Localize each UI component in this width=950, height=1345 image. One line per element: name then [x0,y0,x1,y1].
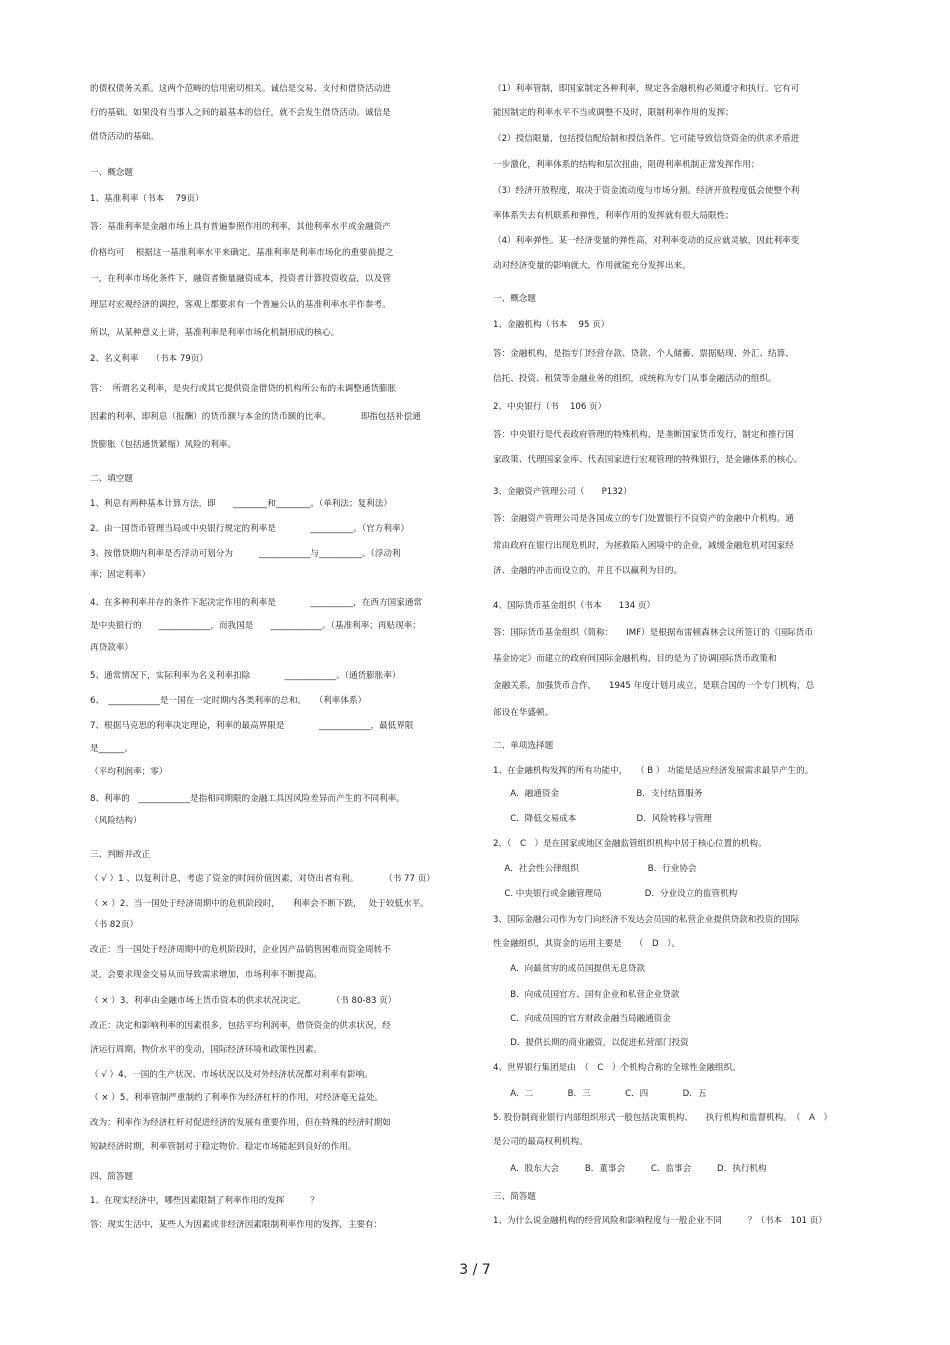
left-column-line: （ √ ）4、一国的生产状况、市场状况以及对外经济状况都对利率有影响。 [90,1070,373,1080]
right-column-line: 是公司的最高权利机构。 [493,1137,588,1147]
right-column-line: A．社会性公律组织 B．行业协会 [493,864,697,874]
left-column-line: 一，在利率市场化条件下，融资者衡量融资成本，投资者计算投资收益，以及管 [90,274,391,284]
right-column-line: 2、中央银行（书 106 页） [493,402,607,412]
right-column-line: 济、金融的冲击而设立的，并且不以赢利为目的。 [493,566,683,576]
right-column-line: 1、金融机构（书本 95 页） [493,320,610,330]
left-column-line: 所以，从某种意义上讲，基准利率是利率市场化机制形成的核心。 [90,328,340,338]
left-column-line: 是______。 [90,744,133,754]
left-column-line: 二、填空题 [90,474,133,484]
right-column-line: 能因制定的利率水平不当或调整不及时，限制利率作用的发挥； [493,108,734,118]
left-column-line: 是中央银行的 ____________，而我国是 ____________。（基准利率；再贴现率； [90,621,421,631]
left-column-line: 三、判断并改正 [90,850,151,860]
right-column-line: 答：金融机构，是指专门经营存款、贷款、个人储蓄、票据贴现、外汇、结算、 [493,349,794,359]
left-column-line: 再贷款率） [90,643,133,653]
right-column-line: 部设在华盛顿。 [493,708,554,718]
right-column-line: 3、金融资产管理公司（ P132） [493,487,632,497]
right-column-line: （4）利率弹性。某一经济变量的弹性高，对利率变动的反应就灵敏，因此利率变 [493,236,800,246]
left-column-line: 5、通常情况下，实际利率为名义利率扣除 ____________。（通货膨胀率） [90,671,401,681]
left-column-line: （平均利润率；零） [90,767,168,777]
left-column-line: （ √ ）1 、以复利计息，考虑了资金的时间价值因素，对贷出者有利。 （书 77 页） [90,874,435,884]
right-column-line: 动对经济变量的影响就大，作用就能充分发挥出来。 [493,261,691,271]
left-column-line: 济运行周期，物价水平的变动，国际经济环境和政策性因素。 [90,1045,323,1055]
left-column-line: 答： 所谓名义利率，是央行或其它提供资金借贷的机构所公布的未调整通货膨胀 [90,384,397,394]
right-column-line: 二、单项选择题 [493,741,554,751]
right-column-line: （2）授信限量，包括授信配给制和授信条件。它可能导致信贷资金的供求矛盾进 [493,134,800,144]
right-column-line: 常由政府在银行出现危机时，为拯救陷入困境中的企业，减缓金融危机对国家经 [493,541,794,551]
left-column-line: 改正：决定和影响利率的因素很多，包括平均利润率，借贷资金的供求状况，经 [90,1021,391,1031]
right-column-line: 答：金融资产管理公司是各国成立的专门处置银行不良资产的金融中介机构。通 [493,514,794,524]
right-column-line: A．融通资金 B．支付结算服务 [493,789,703,799]
right-column-line: 基金协定》而建立的政府间国际金融机构，目的是为了协调国际货币政策和 [493,654,777,664]
left-column-line: 四、简答题 [90,1172,133,1182]
left-column-line: 的债权债务关系。这两个范畴的信用密切相关。诚信是交易、支付和借贷活动进 [90,84,391,94]
right-column-line: 三、简答题 [493,1192,536,1202]
left-column-line: 货膨胀（包括通货紧缩）风险的利率。 [90,440,237,450]
left-column-line: 短缺经济时期，利率管制对于稳定物价、稳定市场能起到良好的作用。 [90,1142,357,1152]
right-column-line: 信托、投资、租赁等金融业务的组织，或统称为专门从事金融活动的组织。 [493,374,777,384]
left-column-line: 2、由一国货币管理当局或中央银行规定的利率是 __________。（官方利率） [90,524,410,534]
right-column-line: 4、世界银行集团是由 （ C ）个机构合称的全球性金融组织。 [493,1063,741,1073]
left-column-line: 3、按借贷期内利率是否浮动可划分为 ____________与__________。（浮动利 [90,549,401,559]
left-column-line: 率；固定利率） [90,570,151,580]
left-column-line: 借贷活动的基础。 [90,132,159,142]
left-column-line: 一、概念题 [90,168,133,178]
right-column-line: 家政策、代理国家金库、代表国家进行宏观管理的特殊银行，是金融体系的核心。 [493,455,803,465]
right-column-line: 4、国际货币基金组织（书本 134 页） [493,601,656,611]
left-column-line: 改正：当一国处于经济周期中的危机阶段时，企业因产品销售困难而资金周转不 [90,945,391,955]
right-column-line: B．向成员国官方、国有企业和私营企业贷款 [493,990,680,1000]
left-column-line: （风险结构） [90,816,142,826]
right-column-line: 一、概念题 [493,294,536,304]
left-column-line: 因素的利率，即利息（报酬）的货币额与本金的货币额的比率。 即指包括补偿通 [90,412,421,422]
left-column-line: 1、在现实经济中，哪些因素限制了利率作用的发挥 ？ [90,1196,319,1206]
left-column-line: 价格均可 根据这一基准利率水平来确定。基准利率是利率市场化的重要前提之 [90,248,394,258]
right-column-line: C. 中央银行或金融管理局 D．分业设立的监管机构 [493,889,738,899]
right-column-line: C．向成员国的官方财政金融当局融通资金 [493,1014,671,1024]
left-column-line: 答：基准利率是金融市场上具有普遍参照作用的利率，其他利率水平或金融资产 [90,222,391,232]
left-column-line: （书 82页） [90,920,139,930]
right-column-line: 一步激化，利率体系的结构和层次扭曲，阻碍利率机制正常发挥作用； [493,160,760,170]
right-column-line: A．股东大会 B．董事会 C．监事会 D．执行机构 [493,1164,767,1174]
right-column-line: （3）经济开放程度，取决于资金流动度与市场分割。经济开放程度低会使整个利 [493,186,800,196]
right-column-line: 金融关系，加强货币合作， 1945 年度计划月成立，是联合国的一个专门机构，总 [493,681,815,691]
right-column-line: A．二 B．三 C．四 D．五 [493,1089,707,1099]
page-number: 3 / 7 [459,1262,491,1278]
right-column-line: 5. 股份制商业银行内部组织形式一般包括决策机构、 执行机构和监督机构。 （ A ） [493,1113,833,1123]
left-column-line: 1、基准利率（书本 79页） [90,194,204,204]
left-column-line: （ × ）5、利率管制严重制约了利率作为经济杠杆的作用，对经济毫无益处。 [90,1093,384,1103]
right-column-line: 1、在金融机构发挥的所有功能中， （ B ） 功能是适应经济发展需求最早产生的。 [493,766,814,776]
right-column-line: 3、国际金融公司作为专门向经济不发达会员国的私营企业提供贷款和投资的国际 [493,915,800,925]
right-column-line: 答：中央银行是代表政府管理的特殊机构，是垄断国家货币发行，制定和推行国 [493,430,794,440]
left-column-line: 改为：利率作为经济杠杆对促进经济的发展有重要作用，但在特殊的经济时期如 [90,1118,391,1128]
left-column-line: 7、根据马克思的利率决定理论，利率的最高界限是 ____________，最低界限 [90,721,414,731]
left-column-line: 理层对宏观经济的调控，客观上都要求有一个普遍公认的基准利率水平作参考。 [90,300,391,310]
left-column-line: 2、名义利率 （书本 79页） [90,354,208,364]
left-column-line: 1、利息有两种基本计算方法，即 ________和________。（单利法；复利法） [90,499,392,509]
left-column-line: 8、利率的 ____________是指相同期限的金融工具因风险差异而产生的不同利率。 [90,794,405,804]
left-column-line: 行的基础。如果没有当事人之间的最基本的信任，就不会发生借贷活动。诚信是 [90,108,391,118]
right-column-line: 2、（ C ）是在国家或地区金融监管组织机构中居于核心位置的机构。 [493,839,767,849]
right-column-line: 率体系失去有机联系和弹性，利率作用的发挥就有很大局限性； [493,211,734,221]
left-column-line: 答：现实生活中，某些人为因素或非经济因素限制利率作用的发挥，主要有： [90,1220,383,1230]
left-column-line: 6、 ____________是一国在一定时期内各类利率的总和。 （利率体系） [90,696,367,706]
right-column-line: A．向最贫穷的成员国提供无息贷款 [493,964,645,974]
right-column-line: 1、为什么说金融机构的经营风险和影响程度与一般企业不同 ？（书本 101 页） [493,1216,827,1226]
left-column-line: （ × ）2、当一国处于经济周期中的危机阶段时， 利率会不断下跌， 处于较低水平。 [90,899,429,909]
left-column-line: 灵，会要求现金交易从而导致需求增加，市场利率不断提高。 [90,970,323,980]
left-column-line: （ × ）3、利率由金融市场上货币资本的供求状况决定。 （书 80-83 页） [90,996,397,1006]
right-column-line: （1）利率管制，即国家制定各种利率，规定各金融机构必须遵守和执行。它有可 [493,84,800,94]
right-column-line: 答：国际货币基金组织（简称： IMF）是根据布雷顿森林会议所签订的《国际货币 [493,628,813,638]
right-column-line: C．降低交易成本 D．风险转移与管理 [493,814,712,824]
left-column-line: 4、在多种利率并存的条件下起决定作用的利率是 __________，在西方国家通常 [90,598,423,608]
right-column-line: 性金融组织，其资金的运用主要是 （ D ）。 [493,939,681,949]
right-column-line: D．提供长期的商业融资，以促进私营部门投资 [493,1038,689,1048]
